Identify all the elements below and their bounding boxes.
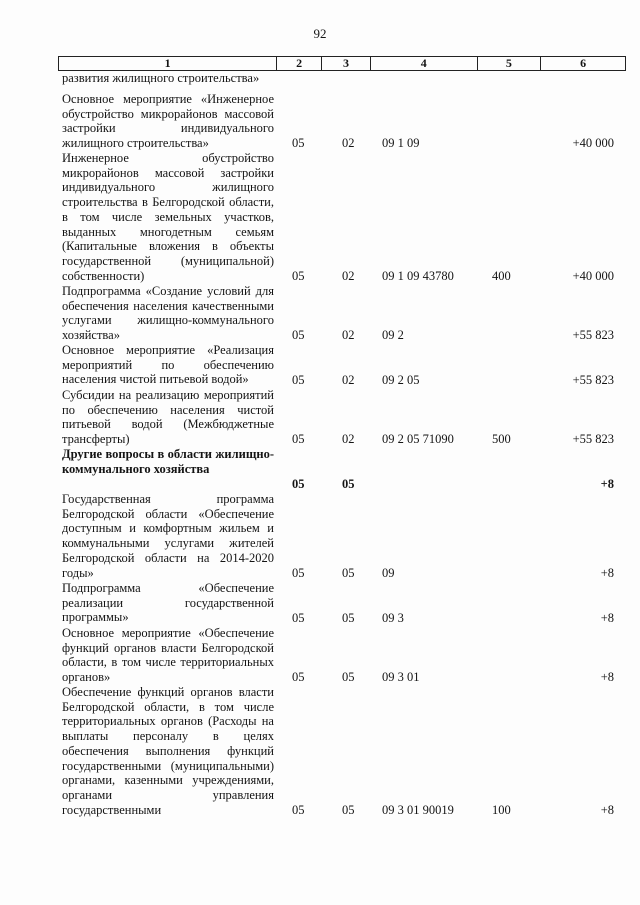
row-description: Государственная программа Белгородской области «Обеспечение доступным и комфортным жильем и коммунальными услугами жителей Белгородской области на 2014-2020 годы»: [62, 492, 274, 580]
row-target-article: 09 2 05: [382, 373, 420, 387]
row-section: 05: [292, 477, 305, 491]
row-subsection: 02: [342, 136, 355, 150]
header-col-3: 3: [321, 57, 370, 70]
row-description: развития жилищного строительства»: [62, 71, 260, 85]
table-header: [58, 56, 626, 71]
row-description: Основное мероприятие «Обеспечение функций органов власти Белгородской области, в том числе территориальных органов»: [62, 626, 274, 685]
row-subsection: 02: [342, 373, 355, 387]
header-col-4: 4: [370, 57, 477, 70]
row-target-article: 09 3 01 90019: [382, 803, 454, 817]
row-description: Другие вопросы в области жилищно-коммунального хозяйства: [62, 447, 274, 476]
row-description: Инженерное обустройство микрорайонов массовой застройки индивидуального жилищного строительства в Белгородской области, в том числе земельных участков, выданных многодетным семьям (Капитальные вложения в объекты государственной (муниципальной) собственности): [62, 151, 274, 283]
row-amount: +55 823: [572, 373, 614, 387]
row-section: 05: [292, 136, 305, 150]
header-col-5: 5: [477, 57, 541, 70]
row-section: 05: [292, 670, 305, 684]
row-amount: +8: [600, 611, 614, 625]
row-amount: +55 823: [572, 328, 614, 342]
row-subsection: 02: [342, 328, 355, 342]
row-section: 05: [292, 269, 305, 283]
header-col-6: 6: [540, 57, 625, 70]
row-expense-type: 500: [492, 432, 511, 446]
page-number: 92: [313, 26, 327, 41]
row-target-article: 09: [382, 566, 395, 580]
row-target-article: 09 2: [382, 328, 404, 342]
row-section: 05: [292, 566, 305, 580]
row-description: Основное мероприятие «Реализация мероприятий по обеспечению населения чистой питьевой водой»: [62, 343, 274, 387]
row-expense-type: 400: [492, 269, 511, 283]
row-amount: +8: [600, 803, 614, 817]
row-target-article: 09 3: [382, 611, 404, 625]
row-subsection: 05: [342, 803, 355, 817]
row-amount: +40 000: [572, 269, 614, 283]
row-section: 05: [292, 803, 305, 817]
row-subsection: 02: [342, 269, 355, 283]
row-description: Подпрограмма «Создание условий для обеспечения населения качественными услугами жилищно-коммунального хозяйства»: [62, 284, 274, 343]
row-section: 05: [292, 611, 305, 625]
row-amount: +8: [600, 670, 614, 684]
row-expense-type: 100: [492, 803, 511, 817]
row-subsection: 05: [342, 477, 355, 491]
row-amount: +40 000: [572, 136, 614, 150]
row-target-article: 09 1 09 43780: [382, 269, 454, 283]
row-target-article: 09 2 05 71090: [382, 432, 454, 446]
row-section: 05: [292, 432, 305, 446]
row-subsection: 05: [342, 566, 355, 580]
row-section: 05: [292, 373, 305, 387]
row-target-article: 09 3 01: [382, 670, 420, 684]
row-description: Основное мероприятие «Инженерное обустройство микрорайонов массовой застройки индивидуального жилищного строительства»: [62, 92, 274, 151]
row-subsection: 05: [342, 611, 355, 625]
row-description: Субсидии на реализацию мероприятий по обеспечению населения чистой питьевой водой (Межбюджетные трансферты): [62, 388, 274, 447]
row-description: Подпрограмма «Обеспечение реализации государственной программы»: [62, 581, 274, 625]
header-col-1: 1: [164, 56, 171, 70]
row-subsection: 05: [342, 670, 355, 684]
row-section: 05: [292, 328, 305, 342]
row-target-article: 09 1 09: [382, 136, 420, 150]
row-amount: +8: [600, 566, 614, 580]
row-description: Обеспечение функций органов власти Белгородской области, в том числе территориальных органов (Расходы на выплаты персоналу в целях обеспечения выполнения функций государственными (муниципальными) органами, казенными учреждениями, органами управления государственными: [62, 685, 274, 817]
row-amount: +8: [600, 477, 614, 491]
row-subsection: 02: [342, 432, 355, 446]
row-amount: +55 823: [572, 432, 614, 446]
header-col-2: 2: [276, 57, 321, 70]
